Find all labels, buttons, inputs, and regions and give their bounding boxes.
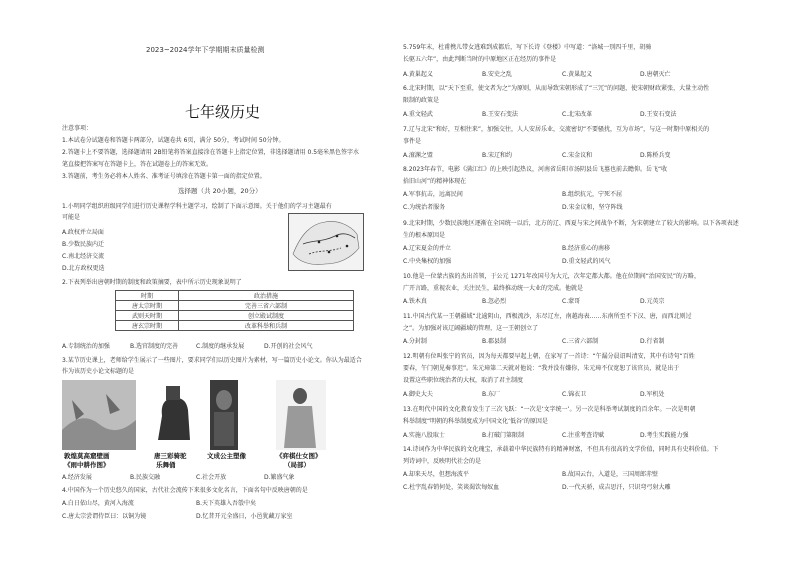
notes-line: 2.答题卡上不要答题，选择题请用 2B铅笔将答案直接涂在答题卡上指定位置，非选择题请用 0.5毫米黑色签字水 — [62, 149, 360, 156]
table-header: 政治措施 — [179, 291, 354, 301]
question-stem: 11.中国古代某一王朝疆域“北逾阴山，西极流沙，东尽辽左，南越海表……东南所至不下汉、唐，而西北则过 — [403, 313, 692, 320]
option: D.考生实践能力强 — [640, 432, 689, 439]
question-stem: 生的根本原因是 — [403, 232, 446, 239]
question-stem: 限制的政策是 — [403, 97, 440, 104]
option: A.重文轻武 — [403, 111, 433, 118]
option: D.繁盛气象 — [264, 474, 295, 481]
image-caption: （局部） — [284, 461, 310, 469]
option: D.宋金议和，坚守阵线 — [562, 204, 623, 211]
option: C.杜宇乱春销何处，笑谈渴饮匈奴血 — [403, 484, 500, 491]
option: D.北方政权更迭 — [62, 265, 105, 272]
question-stem: 6.北宋时期，以“天下至重，使文者为之”为原则，从而导致宋朝形成了“三冗”的问题，使宋朝财政紧张，大量主动性 — [403, 85, 710, 92]
option: D.王安石变法 — [640, 111, 677, 118]
option: C.中央集权的加强 — [403, 258, 452, 265]
option: A.白日依山尽，黄河入海流 — [62, 500, 134, 507]
painting-image — [276, 380, 326, 450]
question-stem: 广开言路，重视农业，关注民生，最终推动统一大业的完成。他就是 — [403, 285, 584, 292]
table-header: 时期 — [116, 291, 179, 301]
option: A.却来天尽，但想海波平 — [403, 471, 469, 478]
option: C.北宋改革 — [562, 111, 593, 118]
question-stem: 12.明朝有位叫张宁的官员，因为每天都要早起上朝，在家写了一首诗：“午漏分晨诏叫清安，其中有诗句“百姓 — [403, 353, 695, 360]
option: A.铁木真 — [403, 298, 427, 305]
option: A.御史大夫 — [403, 391, 433, 398]
route-map — [288, 213, 364, 271]
option: D.开创的社会风气 — [264, 343, 313, 350]
image-caption: 文成公主塑像 — [207, 452, 246, 460]
option: C.南北经济交流 — [62, 253, 105, 260]
option: B.郡县制 — [482, 338, 507, 345]
table-row — [116, 321, 354, 331]
option: C.社会开放 — [196, 474, 227, 481]
question-stem: 4.中国作为一个历史悠久的国家，古代社会流传下来很多文化名言，下面名句中反映唐朝的是 — [62, 487, 308, 494]
table-cell: 唐太宗时期 — [116, 301, 179, 311]
table-cell: 改革科举和兵制 — [179, 321, 354, 331]
question-stem: 设置这些职位统治者的大权，取消了君主制度 — [403, 377, 524, 384]
option: A.澶渊之盟 — [403, 152, 433, 159]
option: C.注重考查诗赋 — [562, 432, 605, 439]
table-row — [116, 311, 354, 321]
image-caption: 敦煌莫高窟壁画 — [64, 452, 110, 460]
question-stem: 8.2023年春节，电影《满江红》的上映引起热议，河南省岳阳市汤阴县岳飞墓也前去瞻仰。岳飞“收 — [403, 166, 668, 173]
section-heading: 选择题（共 20小题，20分） — [178, 187, 262, 195]
option: D.陈桥兵变 — [640, 152, 671, 159]
option: B.民族交融 — [130, 474, 161, 481]
option: C.黄巢起义 — [562, 71, 593, 78]
question-stem: 之”。为加强对该辽阔疆域的管理，这一王朝创立了 — [403, 325, 539, 332]
option: B.天下英雄入吾彀中矣 — [196, 500, 257, 507]
policy-table — [115, 290, 354, 331]
image-caption: 唐三彩骑驼 — [154, 452, 187, 460]
notes-line: 1.本试卷分试题卷和答题卡两部分，试题卷共 6页，满分 50分，考试时间 50分钟。 — [62, 137, 285, 144]
option: C.唐太宗尝谓侍臣曰：以铜为镜 — [62, 513, 147, 520]
option: D.元英宗 — [640, 298, 665, 305]
option: A.实施八股取士 — [403, 432, 445, 439]
option: C.为统治者服务 — [403, 204, 446, 211]
table-cell: 创立殿试制度 — [179, 311, 354, 321]
option: A.黄巢起义 — [403, 71, 433, 78]
exam-title: 2023~2024学年下学期期末质量检测 — [146, 46, 265, 54]
mural-image — [62, 380, 136, 450]
option: A.经济发展 — [62, 474, 92, 481]
question-stem: 事件是 — [403, 138, 422, 145]
question-stem: 列诗词中，反映明代社会的是 — [403, 458, 482, 465]
option: B.安史之乱 — [482, 71, 513, 78]
question-stem: 14.诗词作为中华民族的文化瑰宝，承载着中华民族特有的精神财富，不但具有很高的文学价值，同时具有史料价值。下 — [403, 446, 719, 453]
table-header-row — [116, 291, 354, 301]
option: D.行省制 — [640, 338, 665, 345]
option: C.宋金议和 — [562, 152, 593, 159]
option: B.选官制度的完善 — [130, 343, 179, 350]
notes-line: 3.答题前，考生务必将本人姓名、准考证号填涂在答题卡第一面的指定位置。 — [62, 173, 266, 180]
notes-line: 笔直接把答案写在答题卡上，答在试题卷上的答案无效。 — [62, 161, 213, 168]
option: B.少数民族内迁 — [62, 241, 105, 248]
option: B.忽必烈 — [482, 298, 507, 305]
question-stem: 要春，午门朝见奏事迟”。朱元璋第二天就对他说：“我并没有嫌你，朱元璋不仅宽恕了该官员，就是出于 — [403, 365, 680, 372]
option: C.三省六部制 — [562, 338, 599, 345]
option: D.忆昔开元全盛日，小邑犹藏万家室 — [196, 513, 293, 520]
question-stem: 13.在明代中国的文化教育发生了三次飞跃：“一次是‘文字统一’。另一次是科举考试制度的百余年。一次是明朝 — [403, 406, 696, 413]
option: C.锦衣卫 — [562, 391, 587, 398]
option: D.一代天骄，成吉思汗，只识弯弓射大雕 — [562, 484, 671, 491]
image-caption: 乐舞俑 — [156, 461, 176, 469]
option: A.辽宋夏金的并立 — [403, 245, 451, 252]
question-stem: 长驱五六年”，由此判断当时的中原地区正在经历的事件是 — [403, 56, 557, 63]
question-stem: 5.759年末，杜甫携儿带女逃难到成都后，写下长诗《登楼》中写道：“洛城一别四千里，胡骑 — [403, 44, 652, 51]
option: A.军事抗击，远离民间 — [403, 191, 463, 198]
option: D.唐朝灭亡 — [640, 71, 671, 78]
option: B.组织抗元，宁死不屈 — [562, 191, 623, 198]
option: A.分封制 — [403, 338, 427, 345]
table-row — [116, 301, 354, 311]
option: B.宋辽和约 — [482, 152, 513, 159]
notes-heading: 注意事项： — [62, 125, 93, 132]
question-stem: 作为该历史小论文标题的是 — [62, 368, 135, 375]
image-caption: 《弈棋仕女图》 — [276, 452, 322, 460]
image-caption: 《雨中耕作图》 — [64, 461, 110, 469]
question-stem: 可能是 — [62, 214, 81, 221]
question-stem: 3.某节历史课上，老师给学生展示了一些图片，要求同学们以历史图片为素材，写一篇历史小论文。你认为最适合 — [62, 357, 362, 364]
option: D.重文轻武的风气 — [562, 258, 611, 265]
statue-image — [206, 380, 242, 450]
option: B.东厂 — [482, 391, 501, 398]
question-stem: 科举制度“明朝的科举制度成为中国文化‘低谷’的原因是 — [403, 418, 548, 425]
page-title: 七年级历史 — [185, 103, 261, 121]
option: C.蒙哥 — [562, 298, 581, 305]
question-stem: 10.他是一位蒙古族的杰出首领，于公元 1271年改国号为大元，次年定都大都。他在位期间“治国安民”的方略， — [403, 273, 700, 280]
question-stem: 9.北宋时期，少数民族地区逐渐在全国统一以后，北方的辽、西夏与宋之间战争不断，为宋朝建立了较大的影响。以下各项表述 — [403, 220, 739, 227]
table-cell: 完善三省六部制 — [179, 301, 354, 311]
option: D.军机处 — [640, 391, 665, 398]
question-stem: 2.下表列举出唐朝时期的制度和政策摘要，表中所示历史现象说明了 — [62, 279, 242, 286]
option: B.王安石变法 — [482, 111, 519, 118]
question-stem: 拾旧山河”的精神体现在 — [403, 178, 467, 185]
question-stem: 1.小明同学组织班级同学们进行历史课程学科主题学习，绘制了下面示意图。关于他们的学习主题最有 — [62, 203, 332, 210]
tricolor-camel-image — [152, 380, 196, 450]
option: A.专制统治的加强 — [62, 343, 110, 350]
option: B.经济重心的南移 — [562, 245, 611, 252]
question-stem: 7.辽与北宋“和好，互相往来”，加强交往，人人安居乐业，交流密切“不要骚扰，互为市场”，与这一时期中原相关的 — [403, 126, 710, 133]
option: C.制度的继承发展 — [196, 343, 245, 350]
table-cell: 武则天时期 — [116, 311, 179, 321]
option: A.政权并立局面 — [62, 229, 104, 236]
option: B.打破门第限制 — [482, 432, 525, 439]
option: B.故国云台，入道是，三国周郎赤壁 — [562, 471, 659, 478]
table-cell: 唐玄宗时期 — [116, 321, 179, 331]
